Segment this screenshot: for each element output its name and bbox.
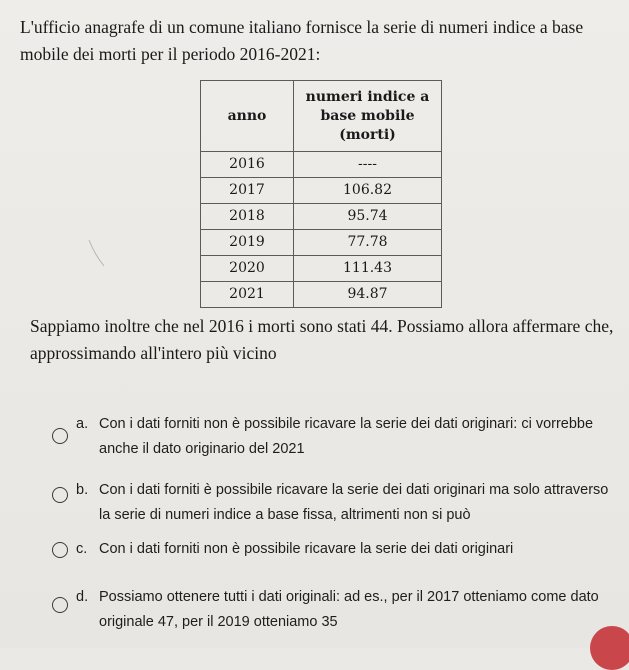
- radio-c[interactable]: [52, 542, 68, 558]
- option-text: Con i dati forniti non è possibile ricavare la serie dei dati originari: ci vorrebbe anche il dato originario del 2021: [99, 416, 594, 457]
- index-table: [200, 80, 442, 308]
- cell-anno: 2021: [201, 282, 294, 308]
- radio-d[interactable]: [52, 597, 68, 613]
- cell-anno: 2019: [201, 230, 294, 256]
- cell-anno: 2018: [201, 204, 294, 230]
- intro-paragraph: L'ufficio anagrafe di un comune italiano fornisce la serie di numeri indice a base mobile dei morti per il periodo 2016-2021:: [20, 17, 584, 64]
- option-d[interactable]: [52, 585, 622, 635]
- option-c[interactable]: [52, 537, 622, 562]
- header-indice: numeri indice a base mobile (morti): [294, 81, 442, 152]
- header-anno: anno: [201, 81, 294, 152]
- cell-anno: 2020: [201, 256, 294, 282]
- radio-b[interactable]: [52, 487, 68, 503]
- option-a[interactable]: [52, 412, 622, 462]
- option-b[interactable]: [52, 478, 622, 528]
- table-row: [201, 282, 442, 308]
- table-row: [201, 178, 442, 204]
- pencil-scratch: [86, 238, 108, 268]
- cell-indice: ----: [294, 152, 442, 178]
- cell-indice: 111.43: [294, 256, 442, 282]
- table-row: [201, 230, 442, 256]
- table-row: [201, 204, 442, 230]
- option-letter: c.: [76, 541, 88, 557]
- cell-anno: 2017: [201, 178, 294, 204]
- cell-indice: 106.82: [294, 178, 442, 204]
- corner-marker: [590, 626, 629, 670]
- option-text: Con i dati forniti non è possibile ricavare la serie dei dati originari: [99, 541, 514, 557]
- option-letter: d.: [76, 589, 89, 605]
- cell-indice: 95.74: [294, 204, 442, 230]
- option-text: Con i dati forniti è possibile ricavare la serie dei dati originari ma solo attraverso la serie di numeri indice a base fissa, altrimenti non si può: [99, 482, 609, 523]
- option-letter: a.: [76, 416, 89, 432]
- cell-indice: 77.78: [294, 230, 442, 256]
- table-header-row: [201, 81, 442, 152]
- cell-indice: 94.87: [294, 282, 442, 308]
- radio-a[interactable]: [52, 428, 68, 444]
- table-row: [201, 256, 442, 282]
- question-paragraph: Sappiamo inoltre che nel 2016 i morti sono stati 44. Possiamo allora affermare che, approssimando all'intero più vicino: [30, 316, 614, 363]
- option-text: Possiamo ottenere tutti i dati originali: ad es., per il 2017 otteniamo come dato originale 47, per il 2019 otteniamo 35: [99, 589, 599, 630]
- cell-anno: 2016: [201, 152, 294, 178]
- option-letter: b.: [76, 482, 89, 498]
- table-row: [201, 152, 442, 178]
